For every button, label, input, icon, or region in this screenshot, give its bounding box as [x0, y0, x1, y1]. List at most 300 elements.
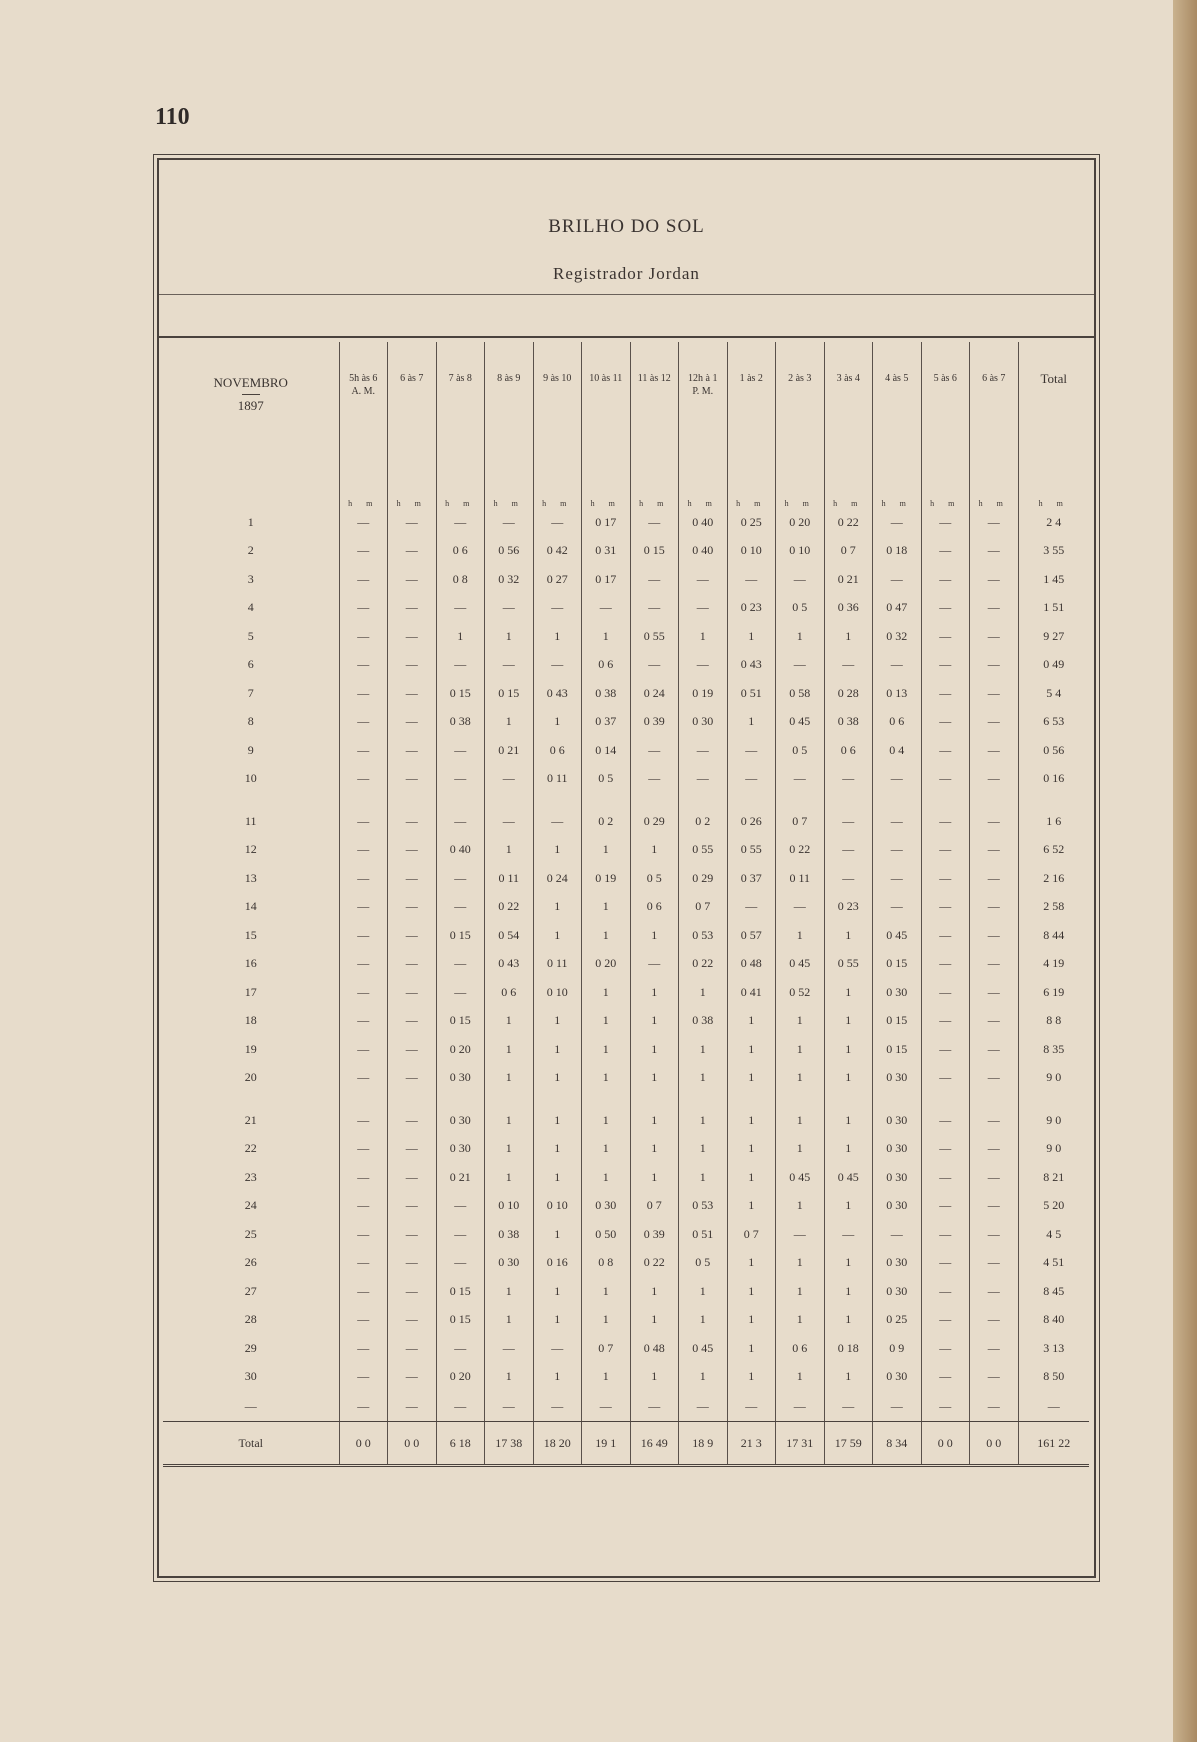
- column-hours: 5 às 6: [933, 373, 957, 384]
- hour-cell: 0 38: [679, 1007, 728, 1036]
- hour-cell: —: [921, 736, 970, 765]
- hour-cell: 1: [776, 622, 825, 651]
- hour-cell: 1: [582, 622, 631, 651]
- hour-cell: 0 20: [776, 508, 825, 537]
- hour-cell: 1: [582, 836, 631, 865]
- hour-cell: —: [388, 864, 437, 893]
- hour-cell: —: [339, 950, 388, 979]
- hour-cell: —: [388, 1306, 437, 1335]
- hour-cell: 0 18: [824, 1334, 873, 1363]
- hour-cell: —: [727, 765, 776, 794]
- hour-cell: —: [921, 679, 970, 708]
- hour-cell: —: [824, 836, 873, 865]
- unit-label: h m: [824, 480, 873, 508]
- table-row: [163, 651, 1089, 680]
- hour-cell: —: [921, 594, 970, 623]
- hour-cell: —: [921, 1007, 970, 1036]
- hour-cell: —: [921, 1135, 970, 1164]
- hour-cell: —: [388, 1135, 437, 1164]
- column-period: P. M.: [692, 386, 714, 397]
- hour-cell: —: [921, 565, 970, 594]
- hour-cell: 1: [776, 1064, 825, 1093]
- hour-cell: —: [339, 1007, 388, 1036]
- hour-cell: —: [339, 978, 388, 1007]
- hour-cell: 1: [582, 893, 631, 922]
- hour-cell: 0 11: [533, 765, 582, 794]
- hour-cell: —: [921, 893, 970, 922]
- unit-label: h m: [679, 480, 728, 508]
- column-total: 17 31: [776, 1422, 825, 1466]
- hour-cell: 1: [727, 1306, 776, 1335]
- hour-cell: —: [436, 651, 485, 680]
- hour-cell: 1: [776, 1192, 825, 1221]
- hour-cell: 1: [533, 1306, 582, 1335]
- hour-cell: 0 55: [824, 950, 873, 979]
- hour-cell: 0 30: [436, 1064, 485, 1093]
- day-number: 24: [244, 1198, 257, 1213]
- day-number: 15: [244, 927, 257, 942]
- dash-cell: —: [630, 1391, 679, 1422]
- hour-cell: —: [921, 1035, 970, 1064]
- hour-cell: 0 5: [582, 765, 631, 794]
- hour-cell: 0 17: [582, 508, 631, 537]
- dash-cell: —: [727, 1391, 776, 1422]
- hour-cell: —: [970, 537, 1019, 566]
- column-header: [824, 342, 873, 480]
- hour-cell: 1: [582, 921, 631, 950]
- dash-cell: —: [388, 1391, 437, 1422]
- hour-cell: 1: [824, 1192, 873, 1221]
- hour-cell: 1: [630, 1306, 679, 1335]
- dash-cell: —: [776, 1391, 825, 1422]
- hour-cell: —: [388, 893, 437, 922]
- hour-cell: 1: [533, 1277, 582, 1306]
- hour-cell: 1: [485, 1064, 534, 1093]
- hour-cell: 1: [630, 921, 679, 950]
- unit-label: h m: [970, 480, 1019, 508]
- table-row: [163, 1306, 1089, 1335]
- dash-cell: —: [921, 1391, 970, 1422]
- hour-cell: 0 43: [533, 679, 582, 708]
- day-total: 6 53: [1018, 708, 1089, 737]
- dash-total: —: [1018, 1391, 1089, 1422]
- hour-cell: 1: [776, 1249, 825, 1278]
- hour-cell: 1: [824, 1277, 873, 1306]
- hour-cell: 1: [533, 1064, 582, 1093]
- column-hours: 7 às 8: [448, 373, 472, 384]
- hour-cell: 1: [582, 1035, 631, 1064]
- hour-cell: —: [921, 508, 970, 537]
- hour-cell: 0 17: [582, 565, 631, 594]
- hour-cell: 0 37: [582, 708, 631, 737]
- hour-cell: 0 28: [824, 679, 873, 708]
- hour-cell: 1: [727, 1363, 776, 1392]
- table-row: [163, 1277, 1089, 1306]
- hour-cell: 0 54: [485, 921, 534, 950]
- hour-cell: 1: [485, 1306, 534, 1335]
- totals-label: Total: [163, 1422, 339, 1466]
- table-row: [163, 537, 1089, 566]
- hour-cell: 0 45: [776, 708, 825, 737]
- hour-cell: 0 7: [824, 537, 873, 566]
- day-number: 27: [244, 1283, 257, 1298]
- hour-cell: 1: [485, 1163, 534, 1192]
- hour-cell: 1: [727, 1163, 776, 1192]
- hour-cell: —: [388, 1334, 437, 1363]
- hour-cell: 1: [824, 1135, 873, 1164]
- hour-cell: 1: [776, 1277, 825, 1306]
- hour-cell: —: [970, 736, 1019, 765]
- hour-cell: 1: [630, 1135, 679, 1164]
- totals-row: [163, 1422, 1089, 1466]
- column-header: [630, 342, 679, 480]
- hour-cell: 0 20: [436, 1363, 485, 1392]
- hour-cell: 0 52: [776, 978, 825, 1007]
- day-number: 21: [244, 1112, 257, 1127]
- column-header: [388, 342, 437, 480]
- hour-cell: —: [436, 765, 485, 794]
- hour-cell: 1: [727, 1035, 776, 1064]
- hour-cell: 0 22: [824, 508, 873, 537]
- hour-cell: 0 32: [873, 622, 922, 651]
- hour-cell: 0 14: [582, 736, 631, 765]
- hour-cell: 1: [582, 1092, 631, 1135]
- hour-cell: 0 15: [630, 537, 679, 566]
- hour-cell: —: [630, 950, 679, 979]
- hour-cell: —: [727, 736, 776, 765]
- hour-cell: —: [921, 950, 970, 979]
- hour-cell: 1: [679, 1064, 728, 1093]
- hour-cell: 0 55: [679, 836, 728, 865]
- hour-cell: —: [485, 1334, 534, 1363]
- column-total: 17 38: [485, 1422, 534, 1466]
- hour-cell: 0 45: [824, 1163, 873, 1192]
- hour-cell: —: [776, 565, 825, 594]
- hour-cell: —: [533, 508, 582, 537]
- table-row: [163, 1334, 1089, 1363]
- hour-cell: 1: [727, 708, 776, 737]
- month-label: NOVEMBRO: [213, 375, 288, 390]
- hour-cell: 1: [824, 978, 873, 1007]
- hour-cell: 0 38: [582, 679, 631, 708]
- hour-cell: 1: [533, 921, 582, 950]
- hour-cell: —: [630, 736, 679, 765]
- hour-cell: —: [921, 1064, 970, 1093]
- column-header: [436, 342, 485, 480]
- unit-label: h m: [436, 480, 485, 508]
- hour-cell: 0 15: [485, 679, 534, 708]
- hour-cell: 0 51: [679, 1220, 728, 1249]
- hour-cell: 1: [824, 1092, 873, 1135]
- column-total: 0 0: [970, 1422, 1019, 1466]
- hour-cell: —: [436, 1334, 485, 1363]
- day-total: 8 21: [1018, 1163, 1089, 1192]
- column-hours: 12h à 1: [688, 373, 718, 384]
- hour-cell: —: [921, 1306, 970, 1335]
- hour-cell: 0 6: [776, 1334, 825, 1363]
- hour-cell: 1: [533, 1163, 582, 1192]
- hour-cell: 0 9: [873, 1334, 922, 1363]
- day-total: 0 49: [1018, 651, 1089, 680]
- hour-cell: —: [485, 651, 534, 680]
- table-row: [163, 1192, 1089, 1221]
- column-hours: 11 às 12: [637, 373, 671, 384]
- hour-cell: —: [339, 793, 388, 836]
- hour-cell: 1: [582, 1064, 631, 1093]
- hour-cell: —: [921, 1192, 970, 1221]
- day-total: 6 19: [1018, 978, 1089, 1007]
- hour-cell: 0 22: [679, 950, 728, 979]
- day-total: 3 55: [1018, 537, 1089, 566]
- hour-cell: —: [970, 864, 1019, 893]
- hour-cell: 1: [679, 1092, 728, 1135]
- hour-cell: 0 45: [776, 950, 825, 979]
- dash-cell: —: [533, 1391, 582, 1422]
- hour-cell: —: [436, 508, 485, 537]
- hour-cell: 0 15: [436, 1277, 485, 1306]
- hour-cell: 0 16: [533, 1249, 582, 1278]
- hour-cell: 1: [630, 1363, 679, 1392]
- day-number: 28: [244, 1312, 257, 1327]
- unit-label: h m: [533, 480, 582, 508]
- hour-cell: 1: [630, 1277, 679, 1306]
- hour-cell: 1: [582, 1363, 631, 1392]
- hour-cell: —: [388, 836, 437, 865]
- unit-label: h m: [727, 480, 776, 508]
- column-total: 18 9: [679, 1422, 728, 1466]
- hour-cell: 1: [776, 1135, 825, 1164]
- hour-cell: 0 45: [873, 921, 922, 950]
- hour-cell: —: [436, 893, 485, 922]
- day-total: 1 51: [1018, 594, 1089, 623]
- table-row: [163, 736, 1089, 765]
- hour-cell: —: [388, 1035, 437, 1064]
- day-number: 17: [244, 984, 257, 999]
- hour-cell: 0 24: [630, 679, 679, 708]
- hour-cell: —: [873, 893, 922, 922]
- column-header: [776, 342, 825, 480]
- table-subtitle: Registrador Jordan: [553, 264, 700, 283]
- hour-cell: 0 30: [873, 1064, 922, 1093]
- column-header: [533, 342, 582, 480]
- hour-cell: 1: [485, 708, 534, 737]
- hour-cell: 0 15: [436, 921, 485, 950]
- hour-cell: —: [921, 1220, 970, 1249]
- hour-cell: 0 30: [873, 1277, 922, 1306]
- hour-cell: —: [388, 1192, 437, 1221]
- hour-cell: 1: [679, 1277, 728, 1306]
- hour-cell: 1: [824, 1064, 873, 1093]
- hour-cell: 0 24: [533, 864, 582, 893]
- hour-cell: —: [727, 893, 776, 922]
- hour-cell: 0 15: [436, 1007, 485, 1036]
- hour-cell: 0 4: [873, 736, 922, 765]
- hour-cell: 0 5: [776, 594, 825, 623]
- hour-cell: —: [679, 565, 728, 594]
- hour-cell: 0 8: [582, 1249, 631, 1278]
- hour-cell: 1: [727, 1249, 776, 1278]
- hour-cell: 1: [824, 921, 873, 950]
- hour-cell: 0 20: [582, 950, 631, 979]
- hour-cell: —: [873, 864, 922, 893]
- column-total: 18 20: [533, 1422, 582, 1466]
- hour-cell: 0 23: [727, 594, 776, 623]
- hour-cell: —: [388, 508, 437, 537]
- hour-cell: 1: [727, 1007, 776, 1036]
- day-number: 2: [247, 543, 254, 558]
- hour-cell: —: [339, 1035, 388, 1064]
- dash-cell: —: [679, 1391, 728, 1422]
- hour-cell: —: [776, 651, 825, 680]
- hour-cell: 0 30: [582, 1192, 631, 1221]
- hour-cell: —: [339, 921, 388, 950]
- hour-cell: —: [824, 864, 873, 893]
- hour-cell: 1: [679, 978, 728, 1007]
- hour-cell: —: [388, 622, 437, 651]
- dash-cell: —: [339, 1391, 388, 1422]
- day-number: 26: [244, 1255, 257, 1270]
- hour-cell: 0 25: [727, 508, 776, 537]
- hour-cell: —: [921, 1249, 970, 1278]
- table-row: [163, 793, 1089, 836]
- hour-cell: 0 45: [776, 1163, 825, 1192]
- hour-cell: —: [970, 978, 1019, 1007]
- table-row: [163, 1163, 1089, 1192]
- day-total: 1 6: [1018, 793, 1089, 836]
- hour-cell: —: [339, 1363, 388, 1392]
- hour-cell: —: [388, 921, 437, 950]
- hour-cell: 0 7: [582, 1334, 631, 1363]
- hour-cell: 0 13: [873, 679, 922, 708]
- hour-cell: 1: [776, 1007, 825, 1036]
- hour-cell: —: [388, 537, 437, 566]
- day-total: 8 45: [1018, 1277, 1089, 1306]
- unit-label: h m: [630, 480, 679, 508]
- hour-cell: 0 30: [873, 1135, 922, 1164]
- unit-label: h m: [1018, 480, 1089, 508]
- hour-cell: —: [388, 978, 437, 1007]
- hour-cell: —: [339, 537, 388, 566]
- hour-cell: —: [388, 1277, 437, 1306]
- hour-cell: 0 5: [630, 864, 679, 893]
- column-header: [921, 342, 970, 480]
- hour-cell: —: [339, 893, 388, 922]
- day-total: 4 5: [1018, 1220, 1089, 1249]
- hour-cell: —: [776, 765, 825, 794]
- title-rule: [159, 294, 1094, 295]
- hour-cell: —: [921, 1334, 970, 1363]
- hour-cell: 1: [824, 1035, 873, 1064]
- hour-cell: 1: [582, 1306, 631, 1335]
- day-total: 2 16: [1018, 864, 1089, 893]
- column-total: 21 3: [727, 1422, 776, 1466]
- hour-cell: 1: [485, 1007, 534, 1036]
- table-row: [163, 565, 1089, 594]
- table-frame: [157, 158, 1096, 1578]
- day-number: 18: [244, 1013, 257, 1028]
- unit-label: h m: [485, 480, 534, 508]
- table-title: BRILHO DO SOL: [548, 216, 705, 237]
- hour-cell: —: [970, 594, 1019, 623]
- hour-cell: 0 29: [679, 864, 728, 893]
- hour-cell: —: [533, 793, 582, 836]
- hour-cell: 1: [679, 1306, 728, 1335]
- hour-cell: —: [436, 594, 485, 623]
- hour-cell: 0 10: [533, 978, 582, 1007]
- hour-cell: —: [339, 508, 388, 537]
- hour-cell: —: [436, 1220, 485, 1249]
- hour-cell: —: [776, 1220, 825, 1249]
- hour-cell: —: [970, 1192, 1019, 1221]
- table-row: [163, 950, 1089, 979]
- hour-cell: 0 50: [582, 1220, 631, 1249]
- unit-label: h m: [921, 480, 970, 508]
- hour-cell: 1: [630, 1092, 679, 1135]
- column-total: 0 0: [921, 1422, 970, 1466]
- day-number: 19: [244, 1041, 257, 1056]
- hour-cell: 1: [776, 1306, 825, 1335]
- hour-cell: —: [485, 765, 534, 794]
- day-total: 8 50: [1018, 1363, 1089, 1392]
- hour-cell: —: [921, 1277, 970, 1306]
- units-blank: [163, 480, 339, 508]
- hour-cell: 0 30: [436, 1135, 485, 1164]
- hour-cell: 0 22: [485, 893, 534, 922]
- hour-cell: —: [970, 1249, 1019, 1278]
- hour-cell: 1: [776, 921, 825, 950]
- hour-cell: —: [436, 793, 485, 836]
- hour-cell: —: [727, 565, 776, 594]
- hour-cell: —: [339, 622, 388, 651]
- hour-cell: 0 38: [436, 708, 485, 737]
- unit-label: h m: [388, 480, 437, 508]
- day-total: 4 19: [1018, 950, 1089, 979]
- hour-cell: —: [679, 736, 728, 765]
- hour-cell: —: [970, 765, 1019, 794]
- hour-cell: —: [970, 1035, 1019, 1064]
- hour-cell: —: [921, 836, 970, 865]
- day-number: 13: [244, 870, 257, 885]
- table-row: [163, 1363, 1089, 1392]
- hour-cell: —: [970, 1334, 1019, 1363]
- hour-cell: 0 45: [679, 1334, 728, 1363]
- dash-cell: —: [824, 1391, 873, 1422]
- table-row: [163, 978, 1089, 1007]
- hour-cell: 1: [533, 1092, 582, 1135]
- hour-cell: 0 51: [727, 679, 776, 708]
- day-total: 1 45: [1018, 565, 1089, 594]
- table-row: [163, 1249, 1089, 1278]
- hour-cell: —: [388, 793, 437, 836]
- hour-cell: 0 56: [485, 537, 534, 566]
- hour-cell: 1: [582, 1007, 631, 1036]
- dash-cell: —: [436, 1391, 485, 1422]
- table-row: [163, 864, 1089, 893]
- hour-cell: 1: [582, 1277, 631, 1306]
- column-hours: 4 às 5: [885, 373, 909, 384]
- hour-cell: —: [970, 708, 1019, 737]
- day-number: 20: [244, 1070, 257, 1085]
- hour-cell: —: [388, 1249, 437, 1278]
- hour-cell: 0 10: [485, 1192, 534, 1221]
- hour-cell: —: [485, 793, 534, 836]
- hour-cell: 1: [630, 1035, 679, 1064]
- unit-label: h m: [873, 480, 922, 508]
- column-hours: 6 às 7: [982, 373, 1006, 384]
- hour-cell: 0 6: [824, 736, 873, 765]
- column-total: 8 34: [873, 1422, 922, 1466]
- hour-cell: —: [824, 651, 873, 680]
